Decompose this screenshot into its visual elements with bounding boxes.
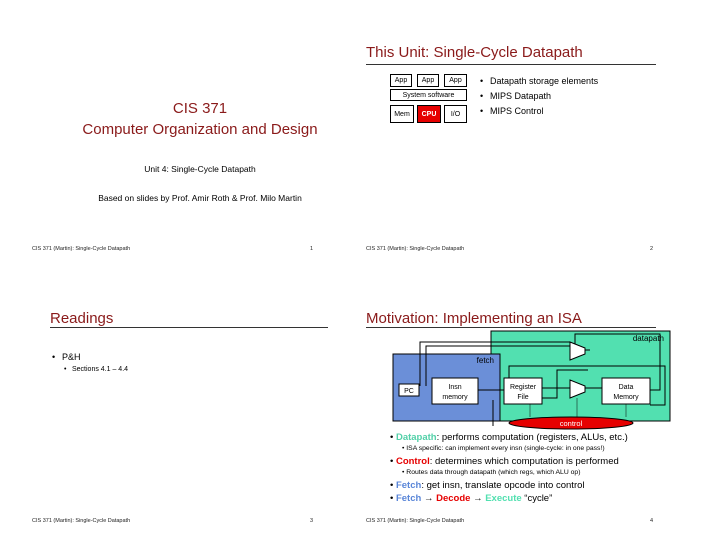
cpu-box: CPU (417, 105, 441, 123)
bullet-storage: • Datapath storage elements (480, 76, 599, 86)
title-rule (50, 327, 328, 328)
datapath-region (491, 331, 670, 421)
slide-footer: CIS 371 (Martin): Single-Cycle Datapath (366, 246, 465, 252)
course-code: CIS 371 (172, 100, 228, 117)
slide-footer: CIS 371 (Martin): Single-Cycle Datapath (366, 518, 465, 524)
slide-4 (366, 290, 700, 540)
bullet-control: • MIPS Control (480, 106, 544, 116)
system-software-box: System software (390, 89, 467, 101)
file-label: File (517, 394, 529, 401)
memory-label: Memory (613, 394, 639, 401)
app-box-3: App (444, 74, 467, 87)
datapath-diagram (380, 330, 680, 430)
page-number: 2 (650, 246, 654, 252)
page-number: 3 (310, 518, 314, 524)
slide-title: Motivation: Implementing an ISA (366, 310, 582, 327)
insn-label: Insn (448, 384, 462, 391)
app-box-1: App (390, 74, 412, 87)
slide-footer: CIS 371 (Martin): Single-Cycle Datapath (32, 518, 131, 524)
bullet-datapath: • MIPS Datapath (480, 91, 552, 101)
bullet-control: • Control: determines which computation is performed (390, 456, 619, 467)
slide-1 (32, 18, 360, 268)
bullet-sections: • Sections 4.1 – 4.4 (64, 366, 129, 373)
mem-box: Mem (390, 105, 414, 123)
control-label: control (559, 419, 583, 428)
slide-3 (32, 290, 360, 540)
bullet-fetch: • Fetch: get insn, translate opcode into control (390, 480, 585, 491)
datapath-label: datapath (632, 334, 664, 343)
page-number: 4 (650, 518, 654, 524)
pc-label: PC (404, 388, 414, 395)
slide-title: This Unit: Single-Cycle Datapath (366, 44, 583, 61)
title-rule (366, 327, 656, 328)
slide-footer: CIS 371 (Martin): Single-Cycle Datapath (32, 246, 131, 252)
slide-title: Readings (50, 310, 114, 327)
register-label: Register (509, 384, 537, 391)
bullet-ph: • P&H (52, 352, 81, 362)
sub-bullet-routes: • Routes data through datapath (which regs, which ALU op) (402, 469, 581, 476)
unit-subtitle: Unit 4: Single-Cycle Datapath (144, 164, 256, 174)
course-title: Computer Organization and Design (82, 121, 318, 138)
sub-bullet-isa: • ISA specific: can implement every insn (single-cycle: in one pass!) (402, 445, 605, 452)
page-number: 1 (310, 246, 314, 252)
bullet-cycle: • Fetch → Decode → Execute “cycle” (390, 493, 553, 504)
credits-text: Based on slides by Prof. Amir Roth & Prof. Milo Martin (98, 193, 302, 203)
io-box: I/O (444, 105, 467, 123)
bullet-datapath: • Datapath: performs computation (registers, ALUs, etc.) (390, 432, 628, 443)
slide-2 (366, 18, 700, 268)
insn-memory-label: memory (442, 394, 468, 401)
data-label: Data (618, 384, 634, 391)
fetch-label: fetch (476, 356, 494, 365)
app-box-2: App (417, 74, 439, 87)
title-rule (366, 64, 656, 65)
